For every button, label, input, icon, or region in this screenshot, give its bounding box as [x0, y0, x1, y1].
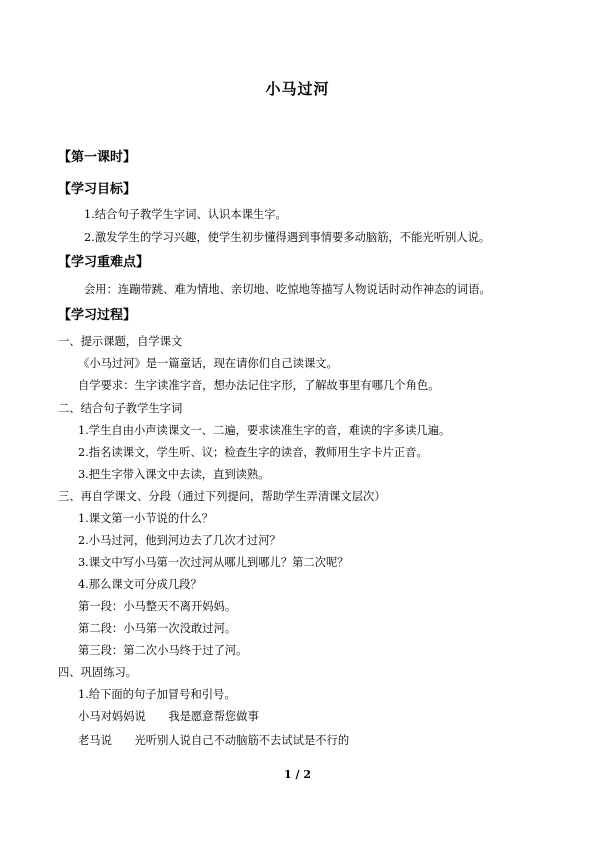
section-3-title: 三、再自学课文、分段（通过下列提问，帮助学生弄清课文层次） [58, 490, 386, 503]
section-line: 1.学生自由小声读课文一、二遍，要求读准生字的音，难读的字多读几遍。 [78, 424, 451, 437]
section-4-title: 四、巩固练习。 [58, 666, 138, 679]
document-title: 小马过河 [265, 80, 330, 98]
section-line: 第二段：小马第一次没敢过河。 [78, 622, 237, 635]
section-line: 1.给下面的句子加冒号和引号。 [78, 688, 236, 701]
section-line: 自学要求：生字读准字音，想办法记住字形，了解故事里有哪几个角色。 [78, 379, 440, 392]
section-line: 4.那么课文可分成几段？ [78, 578, 202, 591]
key-points-text: 会用：连蹦带跳、难为情地、亲切地、吃惊地等描写人物说话时动作神态的词语。 [84, 283, 491, 296]
page-number: 1 / 2 [284, 768, 311, 781]
section-line: 3.把生字带入课文中去读，直到读熟。 [78, 468, 270, 481]
heading-process: 【学习过程】 [58, 308, 137, 323]
heading-key-points: 【学习重难点】 [58, 255, 150, 270]
section-line: 小马对妈妈说 我是愿意帮您做事 [78, 710, 259, 723]
section-line: 第三段：第二次小马终于过了河。 [78, 644, 248, 657]
heading-lesson: 【第一课时】 [58, 150, 137, 165]
goal-item: 1.结合句子教学生字词、认识本课生字。 [84, 208, 287, 221]
goal-item: 2.激发学生的学习兴趣，使学生初步懂得遇到事情要多动脑筋，不能光听别人说。 [84, 231, 491, 244]
section-line: 3.课文中写小马第一次过河从哪儿到哪儿？第二次呢？ [78, 556, 349, 569]
section-line: 2.小马过河，他到河边去了几次才过河？ [78, 534, 281, 547]
section-line: 2.指名读课文，学生听、议；检查生字的读音，教师用生字卡片正音。 [78, 446, 428, 459]
heading-goals: 【学习目标】 [58, 182, 137, 197]
section-line: 老马说 光听别人说自己不动脑筋不去试试是不行的 [78, 734, 350, 747]
section-line: 《小马过河》是一篇童话，现在请你们自己读课文。 [78, 357, 338, 370]
section-line: 第一段：小马整天不离开妈妈。 [78, 600, 237, 613]
section-2-title: 二、结合句子教学生字词 [58, 402, 183, 415]
section-line: 1.课文第一小节说的什么？ [78, 512, 214, 525]
section-1-title: 一、提示课题，自学课文 [58, 335, 183, 348]
